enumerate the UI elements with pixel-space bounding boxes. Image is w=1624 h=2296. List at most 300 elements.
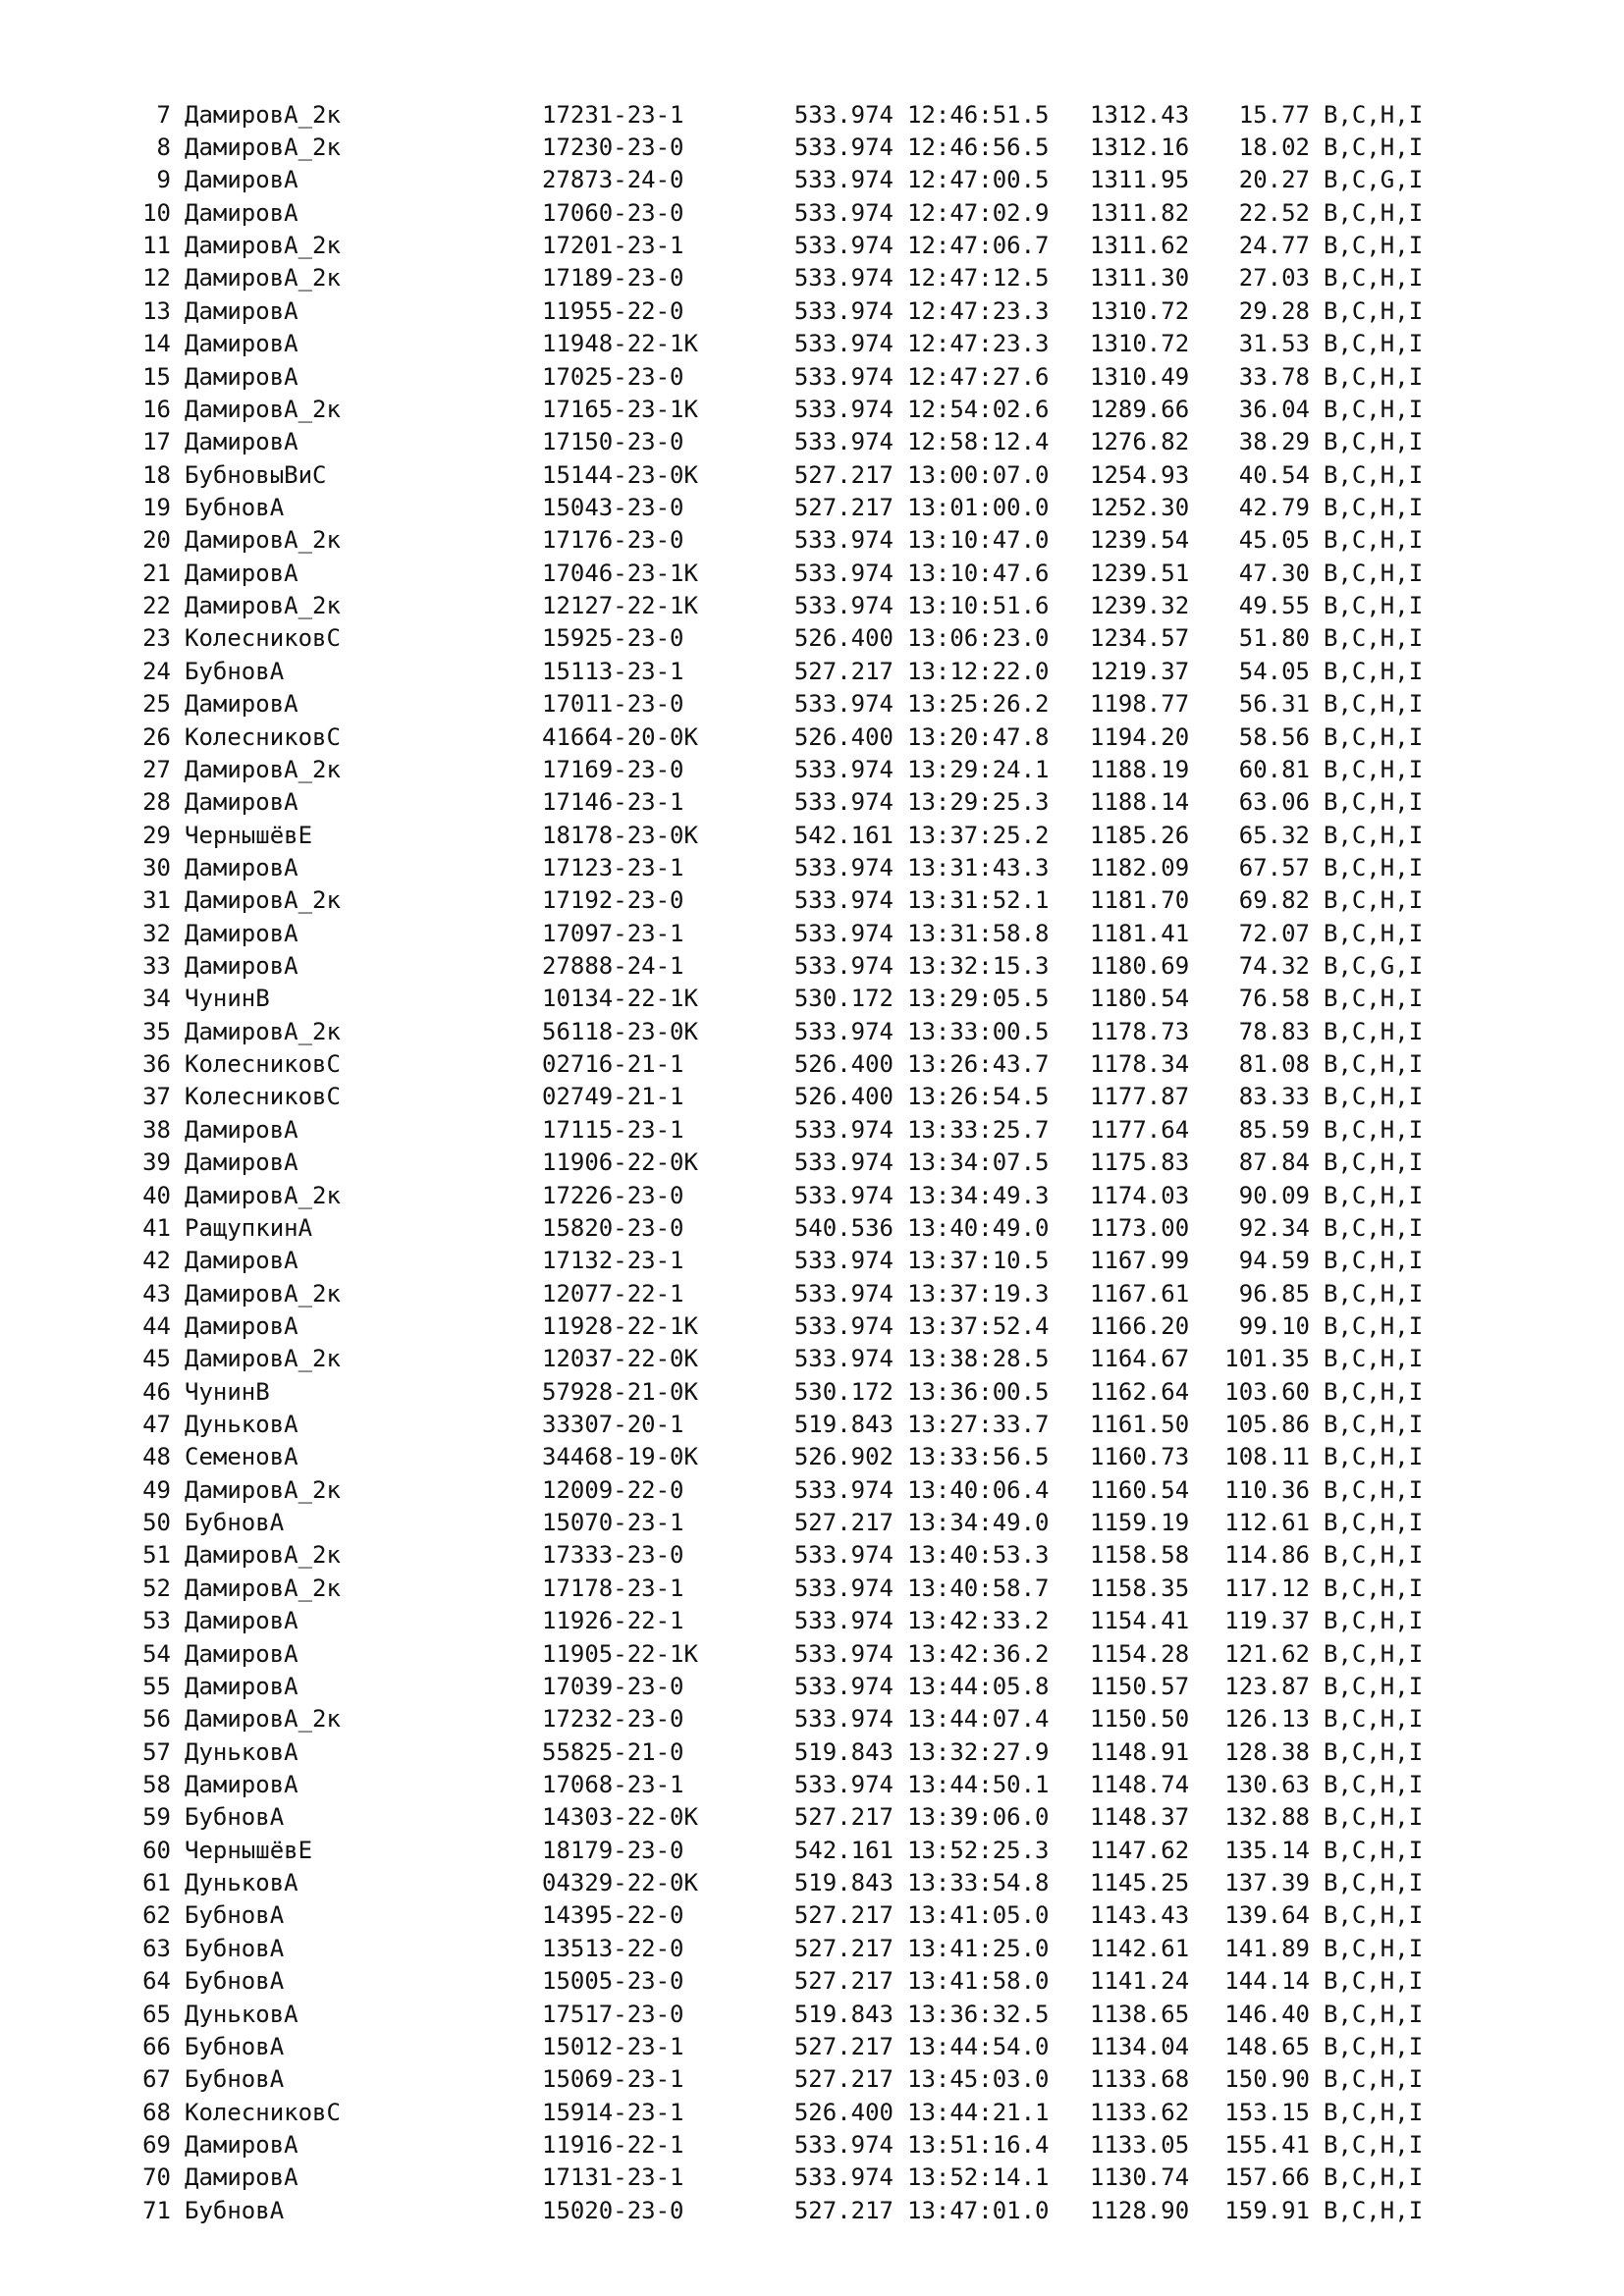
distance-cell: 533.974 xyxy=(793,1148,893,1177)
table-row xyxy=(118,1375,1441,1408)
fancier-name-cell: БубновА xyxy=(185,1509,285,1537)
speed-cell: 1141.24 xyxy=(1090,1967,1190,1996)
distance-cell: 527.217 xyxy=(793,2196,893,2224)
results-table xyxy=(118,98,1441,2226)
speed-cell: 1239.51 xyxy=(1090,559,1190,587)
classes-cell: B,C,H,I xyxy=(1324,657,1424,685)
points-cell: 132.88 xyxy=(1224,1803,1310,1832)
fancier-name-cell: БубновА xyxy=(185,2196,285,2224)
fancier-name-cell: БубновА xyxy=(185,2032,285,2060)
classes-cell: B,C,H,I xyxy=(1324,1247,1424,1275)
table-row xyxy=(118,2030,1441,2062)
speed-cell: 1160.54 xyxy=(1090,1475,1190,1504)
arrival-time-cell: 13:51:16.4 xyxy=(907,2130,1050,2159)
distance-cell: 519.843 xyxy=(793,1737,893,1766)
position-cell: 37 xyxy=(142,1083,171,1111)
position-cell: 58 xyxy=(142,1771,171,1798)
ring-id-cell: 14395-22-0 xyxy=(542,1901,684,1930)
arrival-time-cell: 13:31:52.1 xyxy=(907,886,1050,915)
position-cell: 46 xyxy=(142,1377,171,1406)
table-row xyxy=(118,1572,1441,1604)
arrival-time-cell: 13:26:43.7 xyxy=(907,1050,1050,1079)
distance-cell: 527.217 xyxy=(793,460,893,489)
distance-cell: 527.217 xyxy=(793,1509,893,1537)
points-cell: 90.09 xyxy=(1238,1181,1310,1209)
arrival-time-cell: 13:40:06.4 xyxy=(907,1475,1050,1504)
fancier-name-cell: БубновА xyxy=(185,657,285,685)
points-cell: 110.36 xyxy=(1224,1475,1310,1504)
fancier-name-cell: ДамировА_2к xyxy=(185,100,341,129)
ring-id-cell: 04329-22-0K xyxy=(542,1869,698,1897)
table-row xyxy=(118,2063,1441,2096)
position-cell: 67 xyxy=(142,2065,171,2094)
points-cell: 150.90 xyxy=(1224,2065,1310,2094)
ring-id-cell: 10134-22-1K xyxy=(542,985,698,1013)
distance-cell: 533.974 xyxy=(793,1311,893,1340)
speed-cell: 1310.72 xyxy=(1090,296,1190,325)
speed-cell: 1178.73 xyxy=(1090,1017,1190,1045)
position-cell: 15 xyxy=(142,362,171,391)
ring-id-cell: 17146-23-1 xyxy=(542,788,684,817)
position-cell: 26 xyxy=(142,722,171,751)
ring-id-cell: 33307-20-1 xyxy=(542,1411,684,1439)
fancier-name-cell: ДамировА_2к xyxy=(185,886,341,915)
fancier-name-cell: ДамировА_2к xyxy=(185,264,341,293)
ring-id-cell: 02716-21-1 xyxy=(542,1050,684,1079)
fancier-name-cell: ДамировА xyxy=(185,788,298,817)
arrival-time-cell: 13:34:49.0 xyxy=(907,1509,1050,1537)
classes-cell: B,C,G,I xyxy=(1324,166,1424,194)
fancier-name-cell: ДамировА xyxy=(185,1607,298,1635)
speed-cell: 1276.82 xyxy=(1090,428,1190,456)
points-cell: 85.59 xyxy=(1238,1115,1310,1144)
arrival-time-cell: 13:38:28.5 xyxy=(907,1345,1050,1373)
points-cell: 159.91 xyxy=(1224,2196,1310,2224)
distance-cell: 519.843 xyxy=(793,1869,893,1897)
position-cell: 32 xyxy=(142,919,171,947)
distance-cell: 527.217 xyxy=(793,1901,893,1930)
classes-cell: B,C,H,I xyxy=(1324,1869,1424,1897)
classes-cell: B,C,H,I xyxy=(1324,526,1424,555)
ring-id-cell: 15144-23-0K xyxy=(542,460,698,489)
ring-id-cell: 17039-23-0 xyxy=(542,1672,684,1700)
classes-cell: B,C,H,I xyxy=(1324,1639,1424,1668)
distance-cell: 533.974 xyxy=(793,1115,893,1144)
position-cell: 51 xyxy=(142,1541,171,1570)
classes-cell: B,C,H,I xyxy=(1324,2098,1424,2126)
position-cell: 21 xyxy=(142,559,171,587)
classes-cell: B,C,H,I xyxy=(1324,1803,1424,1832)
distance-cell: 527.217 xyxy=(793,493,893,521)
table-row xyxy=(118,426,1441,458)
points-cell: 141.89 xyxy=(1224,1934,1310,1962)
table-row xyxy=(118,1506,1441,1538)
ring-id-cell: 13513-22-0 xyxy=(542,1934,684,1962)
classes-cell: B,C,H,I xyxy=(1324,1607,1424,1635)
fancier-name-cell: ДамировА_2к xyxy=(185,1017,341,1045)
position-cell: 71 xyxy=(142,2196,171,2224)
fancier-name-cell: ЧернышёвЕ xyxy=(185,1836,313,1864)
arrival-time-cell: 13:33:56.5 xyxy=(907,1443,1050,1471)
fancier-name-cell: КолесниковС xyxy=(185,2098,341,2126)
arrival-time-cell: 12:47:12.5 xyxy=(907,264,1050,293)
points-cell: 76.58 xyxy=(1238,985,1310,1013)
position-cell: 63 xyxy=(142,1934,171,1962)
speed-cell: 1164.67 xyxy=(1090,1345,1190,1373)
arrival-time-cell: 13:26:54.5 xyxy=(907,1083,1050,1111)
points-cell: 27.03 xyxy=(1238,264,1310,293)
classes-cell: B,C,H,I xyxy=(1324,1443,1424,1471)
position-cell: 61 xyxy=(142,1869,171,1897)
distance-cell: 527.217 xyxy=(793,657,893,685)
ring-id-cell: 12009-22-0 xyxy=(542,1475,684,1504)
fancier-name-cell: ДамировА xyxy=(185,296,298,325)
points-cell: 15.77 xyxy=(1238,100,1310,129)
fancier-name-cell: БубновыВиС xyxy=(185,460,327,489)
fancier-name-cell: ДамировА_2к xyxy=(185,755,341,783)
arrival-time-cell: 13:34:07.5 xyxy=(907,1148,1050,1177)
position-cell: 57 xyxy=(142,1737,171,1766)
arrival-time-cell: 13:41:25.0 xyxy=(907,1934,1050,1962)
points-cell: 51.80 xyxy=(1238,624,1310,653)
fancier-name-cell: ДуньковА xyxy=(185,2000,298,2028)
fancier-name-cell: СеменовА xyxy=(185,1443,298,1471)
distance-cell: 533.974 xyxy=(793,1639,893,1668)
fancier-name-cell: ДуньковА xyxy=(185,1411,298,1439)
position-cell: 64 xyxy=(142,1967,171,1996)
ring-id-cell: 15070-23-1 xyxy=(542,1509,684,1537)
fancier-name-cell: ДамировА xyxy=(185,919,298,947)
table-row xyxy=(118,294,1441,327)
position-cell: 18 xyxy=(142,460,171,489)
ring-id-cell: 11906-22-0K xyxy=(542,1148,698,1177)
points-cell: 148.65 xyxy=(1224,2032,1310,2060)
ring-id-cell: 17011-23-0 xyxy=(542,690,684,719)
position-cell: 35 xyxy=(142,1017,171,1045)
table-row xyxy=(118,557,1441,589)
ring-id-cell: 17068-23-1 xyxy=(542,1771,684,1798)
classes-cell: B,C,H,I xyxy=(1324,2196,1424,2224)
points-cell: 119.37 xyxy=(1224,1607,1310,1635)
position-cell: 52 xyxy=(142,1574,171,1602)
fancier-name-cell: ДамировА xyxy=(185,2130,298,2159)
speed-cell: 1311.82 xyxy=(1090,198,1190,227)
arrival-time-cell: 12:46:51.5 xyxy=(907,100,1050,129)
points-cell: 38.29 xyxy=(1238,428,1310,456)
speed-cell: 1239.32 xyxy=(1090,592,1190,620)
position-cell: 43 xyxy=(142,1279,171,1308)
arrival-time-cell: 13:36:32.5 xyxy=(907,2000,1050,2028)
arrival-time-cell: 13:32:15.3 xyxy=(907,952,1050,981)
ring-id-cell: 17333-23-0 xyxy=(542,1541,684,1570)
fancier-name-cell: ДамировА xyxy=(185,166,298,194)
points-cell: 49.55 xyxy=(1238,592,1310,620)
fancier-name-cell: ДамировА xyxy=(185,2163,298,2192)
fancier-name-cell: ДамировА xyxy=(185,1672,298,1700)
speed-cell: 1154.41 xyxy=(1090,1607,1190,1635)
fancier-name-cell: ЧернышёвЕ xyxy=(185,821,313,849)
table-row xyxy=(118,164,1441,196)
speed-cell: 1239.54 xyxy=(1090,526,1190,555)
ring-id-cell: 17232-23-0 xyxy=(542,1705,684,1734)
classes-cell: B,C,H,I xyxy=(1324,1672,1424,1700)
points-cell: 60.81 xyxy=(1238,755,1310,783)
speed-cell: 1128.90 xyxy=(1090,2196,1190,2224)
table-row xyxy=(118,491,1441,523)
fancier-name-cell: ЧунинВ xyxy=(185,985,270,1013)
fancier-name-cell: ДамировА xyxy=(185,559,298,587)
table-row xyxy=(118,1047,1441,1080)
speed-cell: 1167.61 xyxy=(1090,1279,1190,1308)
points-cell: 92.34 xyxy=(1238,1213,1310,1242)
arrival-time-cell: 13:31:43.3 xyxy=(907,853,1050,881)
position-cell: 27 xyxy=(142,755,171,783)
position-cell: 39 xyxy=(142,1148,171,1177)
points-cell: 96.85 xyxy=(1238,1279,1310,1308)
distance-cell: 527.217 xyxy=(793,2065,893,2094)
classes-cell: B,C,H,I xyxy=(1324,853,1424,881)
position-cell: 16 xyxy=(142,395,171,423)
speed-cell: 1130.74 xyxy=(1090,2163,1190,2192)
fancier-name-cell: ДамировА_2к xyxy=(185,1475,341,1504)
distance-cell: 533.974 xyxy=(793,952,893,981)
fancier-name-cell: БубновА xyxy=(185,1967,285,1996)
position-cell: 19 xyxy=(142,493,171,521)
classes-cell: B,C,H,I xyxy=(1324,1967,1424,1996)
fancier-name-cell: БубновА xyxy=(185,1934,285,1962)
speed-cell: 1310.49 xyxy=(1090,362,1190,391)
arrival-time-cell: 12:47:06.7 xyxy=(907,232,1050,260)
table-row xyxy=(118,524,1441,557)
table-row xyxy=(118,1113,1441,1146)
speed-cell: 1147.62 xyxy=(1090,1836,1190,1864)
table-row xyxy=(118,1605,1441,1637)
arrival-time-cell: 13:40:58.7 xyxy=(907,1574,1050,1602)
classes-cell: B,C,H,I xyxy=(1324,1574,1424,1602)
arrival-time-cell: 13:20:47.8 xyxy=(907,722,1050,751)
fancier-name-cell: ДамировА xyxy=(185,1639,298,1668)
ring-id-cell: 17230-23-0 xyxy=(542,133,684,162)
distance-cell: 533.974 xyxy=(793,100,893,129)
table-row xyxy=(118,1801,1441,1834)
ring-id-cell: 17115-23-1 xyxy=(542,1115,684,1144)
table-row xyxy=(118,786,1441,819)
points-cell: 54.05 xyxy=(1238,657,1310,685)
fancier-name-cell: БубновА xyxy=(185,1901,285,1930)
distance-cell: 533.974 xyxy=(793,690,893,719)
distance-cell: 526.400 xyxy=(793,1083,893,1111)
position-cell: 38 xyxy=(142,1115,171,1144)
classes-cell: B,C,H,I xyxy=(1324,100,1424,129)
points-cell: 31.53 xyxy=(1238,330,1310,358)
table-row xyxy=(118,983,1441,1015)
position-cell: 7 xyxy=(156,100,171,129)
table-row xyxy=(118,458,1441,491)
ring-id-cell: 17046-23-1K xyxy=(542,559,698,587)
table-row xyxy=(118,1834,1441,1866)
distance-cell: 533.974 xyxy=(793,1705,893,1734)
distance-cell: 526.902 xyxy=(793,1443,893,1471)
distance-cell: 526.400 xyxy=(793,2098,893,2126)
position-cell: 28 xyxy=(142,788,171,817)
classes-cell: B,C,H,I xyxy=(1324,1017,1424,1045)
classes-cell: B,C,H,I xyxy=(1324,330,1424,358)
arrival-time-cell: 12:58:12.4 xyxy=(907,428,1050,456)
ring-id-cell: 15925-23-0 xyxy=(542,624,684,653)
points-cell: 42.79 xyxy=(1238,493,1310,521)
arrival-time-cell: 13:29:24.1 xyxy=(907,755,1050,783)
speed-cell: 1181.70 xyxy=(1090,886,1190,915)
distance-cell: 533.974 xyxy=(793,1181,893,1209)
fancier-name-cell: ДамировА_2к xyxy=(185,1541,341,1570)
points-cell: 56.31 xyxy=(1238,690,1310,719)
ring-id-cell: 12127-22-1K xyxy=(542,592,698,620)
distance-cell: 533.974 xyxy=(793,362,893,391)
fancier-name-cell: КолесниковС xyxy=(185,722,341,751)
distance-cell: 533.974 xyxy=(793,886,893,915)
classes-cell: B,C,H,I xyxy=(1324,1509,1424,1537)
distance-cell: 526.400 xyxy=(793,1050,893,1079)
classes-cell: B,C,H,I xyxy=(1324,1901,1424,1930)
distance-cell: 533.974 xyxy=(793,592,893,620)
table-row xyxy=(118,1899,1441,1932)
arrival-time-cell: 13:44:07.4 xyxy=(907,1705,1050,1734)
fancier-name-cell: ДамировА xyxy=(185,1311,298,1340)
table-row xyxy=(118,589,1441,621)
ring-id-cell: 17150-23-0 xyxy=(542,428,684,456)
classes-cell: B,C,H,I xyxy=(1324,755,1424,783)
position-cell: 23 xyxy=(142,624,171,653)
distance-cell: 527.217 xyxy=(793,2032,893,2060)
table-row xyxy=(118,1932,1441,1964)
ring-id-cell: 15113-23-1 xyxy=(542,657,684,685)
speed-cell: 1185.26 xyxy=(1090,821,1190,849)
table-row xyxy=(118,687,1441,720)
ring-id-cell: 17517-23-0 xyxy=(542,2000,684,2028)
classes-cell: B,C,H,I xyxy=(1324,133,1424,162)
table-row xyxy=(118,98,1441,131)
fancier-name-cell: КолесниковС xyxy=(185,1050,341,1079)
points-cell: 123.87 xyxy=(1224,1672,1310,1700)
distance-cell: 527.217 xyxy=(793,1967,893,1996)
table-row xyxy=(118,131,1441,163)
arrival-time-cell: 13:10:47.6 xyxy=(907,559,1050,587)
arrival-time-cell: 13:37:10.5 xyxy=(907,1247,1050,1275)
classes-cell: B,C,H,I xyxy=(1324,919,1424,947)
position-cell: 14 xyxy=(142,330,171,358)
points-cell: 78.83 xyxy=(1238,1017,1310,1045)
table-row xyxy=(118,819,1441,851)
speed-cell: 1166.20 xyxy=(1090,1311,1190,1340)
table-row xyxy=(118,1245,1441,1277)
distance-cell: 533.974 xyxy=(793,133,893,162)
ring-id-cell: 17025-23-0 xyxy=(542,362,684,391)
speed-cell: 1177.64 xyxy=(1090,1115,1190,1144)
arrival-time-cell: 13:44:50.1 xyxy=(907,1771,1050,1798)
classes-cell: B,C,H,I xyxy=(1324,624,1424,653)
points-cell: 47.30 xyxy=(1238,559,1310,587)
table-row xyxy=(118,2096,1441,2128)
ring-id-cell: 12037-22-0K xyxy=(542,1345,698,1373)
classes-cell: B,C,H,I xyxy=(1324,1475,1424,1504)
speed-cell: 1133.68 xyxy=(1090,2065,1190,2094)
distance-cell: 533.974 xyxy=(793,330,893,358)
distance-cell: 540.536 xyxy=(793,1213,893,1242)
arrival-time-cell: 12:47:00.5 xyxy=(907,166,1050,194)
ring-id-cell: 11916-22-1 xyxy=(542,2130,684,2159)
ring-id-cell: 15005-23-0 xyxy=(542,1967,684,1996)
distance-cell: 533.974 xyxy=(793,919,893,947)
ring-id-cell: 17231-23-1 xyxy=(542,100,684,129)
classes-cell: B,C,H,I xyxy=(1324,2065,1424,2094)
fancier-name-cell: ДамировА_2к xyxy=(185,1181,341,1209)
table-row xyxy=(118,393,1441,425)
fancier-name-cell: ДамировА xyxy=(185,952,298,981)
fancier-name-cell: ДамировА xyxy=(185,330,298,358)
points-cell: 99.10 xyxy=(1238,1311,1310,1340)
classes-cell: B,C,H,I xyxy=(1324,1083,1424,1111)
arrival-time-cell: 13:33:00.5 xyxy=(907,1017,1050,1045)
points-cell: 121.62 xyxy=(1224,1639,1310,1668)
points-cell: 94.59 xyxy=(1238,1247,1310,1275)
points-cell: 81.08 xyxy=(1238,1050,1310,1079)
classes-cell: B,C,H,I xyxy=(1324,1050,1424,1079)
classes-cell: B,C,H,I xyxy=(1324,2032,1424,2060)
ring-id-cell: 02749-21-1 xyxy=(542,1083,684,1111)
classes-cell: B,C,H,I xyxy=(1324,1345,1424,1373)
ring-id-cell: 11905-22-1K xyxy=(542,1639,698,1668)
classes-cell: B,C,H,I xyxy=(1324,722,1424,751)
table-row xyxy=(118,622,1441,655)
distance-cell: 530.172 xyxy=(793,985,893,1013)
speed-cell: 1178.34 xyxy=(1090,1050,1190,1079)
points-cell: 157.66 xyxy=(1224,2163,1310,2192)
points-cell: 105.86 xyxy=(1224,1411,1310,1439)
distance-cell: 533.974 xyxy=(793,1771,893,1798)
distance-cell: 526.400 xyxy=(793,624,893,653)
distance-cell: 526.400 xyxy=(793,722,893,751)
position-cell: 66 xyxy=(142,2032,171,2060)
position-cell: 44 xyxy=(142,1311,171,1340)
table-row xyxy=(118,1473,1441,1506)
table-row xyxy=(118,1735,1441,1768)
arrival-time-cell: 13:27:33.7 xyxy=(907,1411,1050,1439)
table-row xyxy=(118,1539,1441,1572)
speed-cell: 1181.41 xyxy=(1090,919,1190,947)
speed-cell: 1134.04 xyxy=(1090,2032,1190,2060)
points-cell: 137.39 xyxy=(1224,1869,1310,1897)
points-cell: 112.61 xyxy=(1224,1509,1310,1537)
ring-id-cell: 55825-21-0 xyxy=(542,1737,684,1766)
ring-id-cell: 57928-21-0K xyxy=(542,1377,698,1406)
points-cell: 18.02 xyxy=(1238,133,1310,162)
classes-cell: B,C,H,I xyxy=(1324,296,1424,325)
arrival-time-cell: 13:42:36.2 xyxy=(907,1639,1050,1668)
arrival-time-cell: 13:37:19.3 xyxy=(907,1279,1050,1308)
arrival-time-cell: 13:44:54.0 xyxy=(907,2032,1050,2060)
distance-cell: 527.217 xyxy=(793,1934,893,1962)
points-cell: 103.60 xyxy=(1224,1377,1310,1406)
position-cell: 49 xyxy=(142,1475,171,1504)
points-cell: 24.77 xyxy=(1238,232,1310,260)
position-cell: 8 xyxy=(156,133,171,162)
ring-id-cell: 17189-23-0 xyxy=(542,264,684,293)
position-cell: 56 xyxy=(142,1705,171,1734)
distance-cell: 533.974 xyxy=(793,232,893,260)
arrival-time-cell: 13:52:25.3 xyxy=(907,1836,1050,1864)
arrival-time-cell: 12:47:23.3 xyxy=(907,330,1050,358)
ring-id-cell: 11955-22-0 xyxy=(542,296,684,325)
